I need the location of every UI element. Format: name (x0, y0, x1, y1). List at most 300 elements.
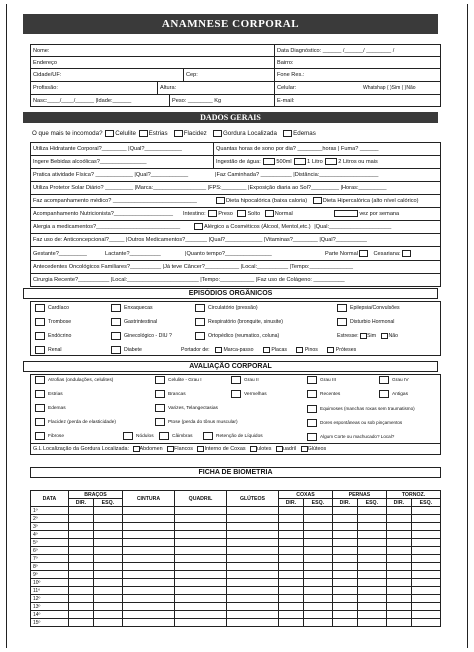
av-varizes[interactable]: Varizes, Telangectasias (155, 403, 218, 415)
measure-cell[interactable] (174, 563, 226, 571)
gordura-label: Gordura Localizada (222, 130, 277, 137)
parto-normal-checkbox[interactable] (359, 250, 368, 257)
identification-block (30, 44, 441, 107)
sub-dir: DIR. (332, 499, 357, 507)
ep-diabete[interactable]: Diabete (111, 344, 142, 356)
ep-ginecologico[interactable]: Ginecológico - DIU ? (111, 330, 172, 342)
vezes-label: vez por semana (359, 211, 400, 217)
dieta-hiper-label: Dieta Hipercalórica (alto nível calórico) (322, 198, 419, 204)
measure-cell[interactable] (122, 515, 174, 523)
measure-cell[interactable] (386, 595, 411, 603)
gl-gluteos-checkbox[interactable] (301, 446, 308, 452)
measure-cell[interactable] (357, 603, 386, 611)
row-label: 14º (31, 611, 69, 619)
sono-fuma-field[interactable]: Quantas horas de sono por dia? ________horas | Fuma? ______ (216, 146, 379, 152)
measure-cell[interactable] (122, 555, 174, 563)
portador-label: Portador de: (181, 347, 210, 353)
measure-cell[interactable] (303, 571, 332, 579)
measure-cell[interactable] (69, 531, 94, 539)
edemas-checkbox[interactable] (283, 130, 292, 137)
profession-field[interactable]: Profissão: (33, 85, 58, 91)
measure-cell[interactable] (332, 507, 357, 515)
measure-cell[interactable] (278, 539, 303, 547)
ep-respiratorio[interactable]: Respiratório (bronquite, sinusite) (195, 316, 283, 328)
agua-2l-checkbox[interactable] (325, 158, 337, 165)
col-quadril: QUADRIL (174, 491, 226, 507)
measure-cell[interactable] (278, 571, 303, 579)
measure-cell[interactable] (122, 587, 174, 595)
mobile-field[interactable]: Celular: (277, 85, 297, 91)
measure-cell[interactable] (226, 571, 278, 579)
measure-cell[interactable] (69, 619, 94, 627)
pinos-checkbox[interactable] (296, 347, 303, 353)
measure-cell[interactable] (93, 531, 122, 539)
measure-cell[interactable] (332, 579, 357, 587)
measure-cell[interactable] (174, 531, 226, 539)
dados-gerais-heading: DADOS GERAIS (23, 112, 438, 123)
bebidas-field[interactable]: Ingere Bebidas alcoólicas?_______________ (33, 159, 147, 165)
measure-cell[interactable] (122, 531, 174, 539)
measure-cell[interactable] (174, 507, 226, 515)
city-field[interactable]: Cidade/UF: (33, 72, 62, 78)
col-gluteos: GLÚTEOS (226, 491, 278, 507)
measure-cell[interactable] (226, 587, 278, 595)
dieta-hiper-checkbox[interactable] (313, 197, 322, 204)
measure-cell[interactable] (386, 515, 411, 523)
measure-cell[interactable] (278, 555, 303, 563)
measure-cell[interactable] (93, 507, 122, 515)
table-row (31, 507, 441, 515)
diagnosis-date-field[interactable]: Data Diagnóstico: ______ /______/ ________ / (277, 48, 395, 54)
table-row (31, 587, 441, 595)
table-row (31, 603, 441, 611)
measure-cell[interactable] (69, 611, 94, 619)
normal-checkbox[interactable] (265, 210, 274, 217)
measure-cell[interactable] (303, 619, 332, 627)
measure-cell[interactable] (226, 611, 278, 619)
measure-cell[interactable] (411, 587, 440, 595)
measure-cell[interactable] (303, 547, 332, 555)
gestante-field[interactable]: Gestante?_________ (33, 251, 87, 257)
table-row (31, 531, 441, 539)
measure-cell[interactable] (278, 595, 303, 603)
measure-cell[interactable] (278, 531, 303, 539)
measure-cell[interactable] (93, 547, 122, 555)
measure-cell[interactable] (174, 611, 226, 619)
av-caimbras[interactable]: Câimbras (159, 431, 193, 443)
estresse-label: Estresse: (337, 333, 359, 339)
measure-cell[interactable] (332, 619, 357, 627)
estresse-sim-label: Sim (367, 333, 377, 339)
measure-cell[interactable] (332, 555, 357, 563)
measure-cell[interactable] (93, 587, 122, 595)
name-field[interactable]: Nome: (33, 48, 50, 54)
measure-cell[interactable] (411, 547, 440, 555)
measure-cell[interactable] (357, 539, 386, 547)
dados-gerais-table (30, 142, 441, 287)
measure-cell[interactable] (332, 547, 357, 555)
address-field[interactable]: Endereço (33, 60, 57, 66)
av-celulite-grau1[interactable]: Celulite - Grau I (155, 375, 202, 387)
av-grau4[interactable]: Grau IV (379, 375, 409, 387)
measure-cell[interactable] (411, 515, 440, 523)
measure-cell[interactable] (93, 523, 122, 531)
av-corte[interactable]: Algum Corte ou machucado? Local? (307, 431, 394, 443)
measure-cell[interactable] (69, 587, 94, 595)
biometria-body (31, 507, 441, 627)
measure-cell[interactable] (332, 531, 357, 539)
measure-cell[interactable] (174, 515, 226, 523)
measure-cell[interactable] (69, 555, 94, 563)
measure-cell[interactable] (174, 619, 226, 627)
measure-cell[interactable] (93, 619, 122, 627)
av-brancas[interactable]: Brancas (155, 389, 186, 401)
measure-cell[interactable] (174, 603, 226, 611)
measure-cell[interactable] (303, 587, 332, 595)
measure-cell[interactable] (226, 579, 278, 587)
col-data: DATA (31, 491, 69, 507)
measure-cell[interactable] (278, 611, 303, 619)
measure-cell[interactable] (278, 563, 303, 571)
measure-cell[interactable] (93, 603, 122, 611)
measure-cell[interactable] (122, 523, 174, 531)
measure-cell[interactable] (122, 547, 174, 555)
measure-cell[interactable] (357, 547, 386, 555)
col-coxas: COXAS (278, 491, 332, 499)
marca-passo-checkbox[interactable] (215, 347, 222, 353)
gl-quadril-label: uadril (282, 446, 297, 452)
measure-cell[interactable] (69, 595, 94, 603)
measure-cell[interactable] (386, 571, 411, 579)
av-fibrose[interactable]: Fibrose (35, 431, 64, 443)
measure-cell[interactable] (357, 523, 386, 531)
av-edemas[interactable]: Edemas (35, 403, 66, 415)
gl-culotes-checkbox[interactable] (250, 446, 257, 452)
oncologicos-field[interactable]: Antecedentes Oncológicos Familiares?__________ |Já teve Câncer?___________ |Local:__________ |Tempo:______________ (33, 264, 354, 270)
measure-cell[interactable] (357, 563, 386, 571)
table-row (31, 595, 441, 603)
row-label: 2º (31, 515, 69, 523)
quanto-tempo-field[interactable]: |Quanto tempo?_______________ (185, 251, 272, 257)
measure-cell[interactable] (386, 611, 411, 619)
measure-cell[interactable] (411, 603, 440, 611)
measure-cell[interactable] (386, 603, 411, 611)
sub-esq: ESQ. (303, 499, 332, 507)
agua-500-checkbox[interactable] (263, 158, 275, 165)
measure-cell[interactable] (278, 547, 303, 555)
medico-field[interactable]: Faz acompanhamento médico? ___________________________ (33, 198, 197, 204)
measure-cell[interactable] (278, 587, 303, 595)
measure-cell[interactable] (332, 515, 357, 523)
row-label: 7º (31, 555, 69, 563)
av-estrias[interactable]: Estrias (35, 389, 63, 401)
measure-cell[interactable] (411, 595, 440, 603)
measure-cell[interactable] (357, 619, 386, 627)
alergia-med-field[interactable]: Alergia a medicamentos?___________________________ (33, 224, 181, 230)
ep-circulatorio[interactable]: Circulatório (pressão) (195, 302, 258, 314)
col-tornoz: TORNOZ. (386, 491, 440, 499)
measure-cell[interactable] (411, 539, 440, 547)
ep-endocrino[interactable]: Endócrino (35, 330, 71, 342)
vezes-box[interactable] (334, 210, 358, 217)
measure-cell[interactable] (411, 555, 440, 563)
ep-epilepsia[interactable]: Epilepsia/Convulsões (337, 302, 400, 314)
gordura-checkbox[interactable] (213, 130, 222, 137)
measure-cell[interactable] (226, 539, 278, 547)
measure-cell[interactable] (303, 579, 332, 587)
ep-ortopedico[interactable]: Ortopédico (reumatico, coluna) (195, 330, 279, 342)
measure-cell[interactable] (386, 555, 411, 563)
neighborhood-field[interactable]: Bairro: (277, 60, 294, 66)
measure-cell[interactable] (69, 547, 94, 555)
measure-cell[interactable] (332, 611, 357, 619)
measure-cell[interactable] (122, 611, 174, 619)
measure-cell[interactable] (386, 523, 411, 531)
home-phone-field[interactable]: Fone Res.: (277, 72, 305, 78)
measure-cell[interactable] (386, 539, 411, 547)
measure-cell[interactable] (93, 563, 122, 571)
ep-trombose[interactable]: Trombose (35, 316, 71, 328)
measure-cell[interactable] (303, 539, 332, 547)
ep-gastrintestinal[interactable]: Gastrintestinal (111, 316, 157, 328)
row-label: 11º (31, 587, 69, 595)
dieta-hipo-checkbox[interactable] (216, 197, 225, 204)
measure-cell[interactable] (174, 523, 226, 531)
measure-cell[interactable] (411, 611, 440, 619)
measure-cell[interactable] (174, 579, 226, 587)
hidratante-field[interactable]: Utiliza Hidratante Corporal?________ |Qual?____________ (33, 146, 182, 152)
measure-cell[interactable] (332, 539, 357, 547)
measure-cell[interactable] (411, 531, 440, 539)
measure-cell[interactable] (69, 507, 94, 515)
measure-cell[interactable] (174, 539, 226, 547)
measure-cell[interactable] (226, 603, 278, 611)
av-grau3[interactable]: Grau III (307, 375, 336, 387)
estrias-checkbox[interactable] (139, 130, 148, 137)
measure-cell[interactable] (278, 579, 303, 587)
gl-quadril-checkbox[interactable] (276, 446, 283, 452)
measure-cell[interactable] (122, 603, 174, 611)
measure-cell[interactable] (303, 603, 332, 611)
solto-label: Solto (247, 211, 261, 217)
table-row (31, 611, 441, 619)
measure-cell[interactable] (357, 611, 386, 619)
preso-checkbox[interactable] (208, 210, 217, 217)
height-field[interactable]: Altura: (160, 85, 177, 91)
agua-1l-label: 1 Litro (307, 159, 323, 165)
measure-cell[interactable] (357, 555, 386, 563)
measure-cell[interactable] (303, 595, 332, 603)
measure-cell[interactable] (93, 555, 122, 563)
table-row (31, 555, 441, 563)
measure-cell[interactable] (93, 539, 122, 547)
protetor-field[interactable]: Utiliza Protetor Solar Diário? _________ |Marca:_________________ |FPS:________ |Exposição diaria ao Sol?_________ |Horas:_________ (33, 185, 387, 191)
measure-cell[interactable] (93, 579, 122, 587)
measure-cell[interactable] (357, 579, 386, 587)
measure-cell[interactable] (357, 531, 386, 539)
measure-cell[interactable] (226, 547, 278, 555)
measure-cell[interactable] (226, 515, 278, 523)
ficha-heading: FICHA DE BIOMETRIA (30, 467, 441, 478)
cesariana-checkbox[interactable] (402, 250, 411, 257)
incomoda-row (32, 128, 316, 140)
email-field[interactable]: E-mail: (277, 98, 295, 104)
measure-cell[interactable] (226, 555, 278, 563)
measure-cell[interactable] (386, 587, 411, 595)
atividade-field[interactable]: Pratica atividade Física? ____________ |Qual?____________ (33, 172, 189, 178)
pinos-label: Pinos (304, 347, 318, 353)
measure-cell[interactable] (174, 571, 226, 579)
measure-cell[interactable] (226, 619, 278, 627)
medicamentos-field[interactable]: Faz uso de: Anticoncepcional?_____ |Outros Medicamentos?_______ |Qual?____________ |Vitaminas?________ |Qual?__________ (33, 237, 367, 243)
measure-cell[interactable] (122, 539, 174, 547)
gl-abdomen-label: Abdomen (139, 446, 163, 452)
biometria-table (30, 490, 441, 627)
measure-cell[interactable] (357, 595, 386, 603)
measure-cell[interactable] (93, 571, 122, 579)
agua-1l-checkbox[interactable] (294, 158, 306, 165)
row-label: 12º (31, 595, 69, 603)
measure-cell[interactable] (278, 523, 303, 531)
zip-field[interactable]: Cep: (186, 72, 198, 78)
whatsapp-field[interactable]: Whatshap ( )Sim ( )Não (363, 85, 416, 91)
gl-flancos-label: Flancos (174, 446, 193, 452)
weight-field[interactable]: Peso: ________ Kg (172, 98, 222, 104)
measure-cell[interactable] (93, 611, 122, 619)
measure-cell[interactable] (332, 603, 357, 611)
placas-checkbox[interactable] (263, 347, 270, 353)
flacidez-label: Flacidez (183, 130, 207, 137)
measure-cell[interactable] (93, 515, 122, 523)
caminhada-field[interactable]: |Faz Caminhada? __________ |Distância:___________________ (215, 172, 379, 178)
alergia-cosm-row (191, 221, 440, 234)
measure-cell[interactable] (332, 563, 357, 571)
measure-cell[interactable] (278, 507, 303, 515)
celulite-checkbox[interactable] (105, 130, 114, 137)
av-nodulos[interactable]: Nódulos (123, 431, 154, 443)
measure-cell[interactable] (411, 523, 440, 531)
av-dores[interactable]: Dores espontâneas ou sob pinçamentos (307, 417, 402, 429)
estrias-label: Estrias (148, 130, 168, 137)
measure-cell[interactable] (69, 563, 94, 571)
measure-cell[interactable] (226, 507, 278, 515)
measure-cell[interactable] (357, 507, 386, 515)
measure-cell[interactable] (278, 603, 303, 611)
measure-cell[interactable] (303, 611, 332, 619)
measure-cell[interactable] (174, 595, 226, 603)
alergia-qual-field[interactable]: |Qual:____________________ (314, 224, 392, 230)
measure-cell[interactable] (386, 547, 411, 555)
measure-cell[interactable] (226, 595, 278, 603)
measure-cell[interactable] (386, 579, 411, 587)
measure-cell[interactable] (303, 507, 332, 515)
measure-cell[interactable] (303, 531, 332, 539)
measure-cell[interactable] (122, 571, 174, 579)
measure-cell[interactable] (69, 515, 94, 523)
av-vermelhas[interactable]: Vermelhas (231, 389, 267, 401)
measure-cell[interactable] (386, 563, 411, 571)
measure-cell[interactable] (122, 563, 174, 571)
measure-cell[interactable] (226, 523, 278, 531)
measure-cell[interactable] (122, 595, 174, 603)
alergia-cosm-checkbox[interactable] (194, 223, 203, 230)
measure-cell[interactable] (69, 523, 94, 531)
measure-cell[interactable] (226, 563, 278, 571)
av-ptose[interactable]: Ptose (perda do tônus muscular) (155, 417, 238, 429)
av-atrofias[interactable]: Atrofias (ondulações, celulites) (35, 375, 113, 387)
measure-cell[interactable] (226, 531, 278, 539)
row-label: 9º (31, 571, 69, 579)
measure-cell[interactable] (303, 515, 332, 523)
measure-cell[interactable] (174, 547, 226, 555)
av-antigas[interactable]: Antigas (379, 389, 408, 401)
measure-cell[interactable] (386, 619, 411, 627)
measure-cell[interactable] (303, 563, 332, 571)
proteses-checkbox[interactable] (327, 347, 334, 353)
flacidez-checkbox[interactable] (174, 130, 183, 137)
form-title: ANAMNESE CORPORAL (23, 14, 438, 34)
lactante-field[interactable]: Lactante?__________ (105, 251, 161, 257)
measure-cell[interactable] (122, 619, 174, 627)
gl-abdomen-checkbox[interactable] (133, 446, 140, 452)
ep-cardiaco[interactable]: Cardíaco (35, 302, 69, 314)
measure-cell[interactable] (411, 619, 440, 627)
measure-cell[interactable] (411, 563, 440, 571)
ep-hormonal[interactable]: Disturbio Hormonal (337, 316, 394, 328)
measure-cell[interactable] (278, 515, 303, 523)
gl-label: G.L Localização da Gordura Localizada: (33, 446, 129, 452)
measure-cell[interactable] (386, 531, 411, 539)
ep-enxaquecas[interactable]: Enxaquecas (111, 302, 153, 314)
measure-cell[interactable] (278, 619, 303, 627)
measure-cell[interactable] (411, 579, 440, 587)
measure-cell[interactable] (357, 587, 386, 595)
av-grau2[interactable]: Grau II (231, 375, 259, 387)
measure-cell[interactable] (386, 507, 411, 515)
measure-cell[interactable] (69, 571, 94, 579)
av-recentes[interactable]: Recentes (307, 389, 340, 401)
nutricionista-field[interactable]: Acompanhamento Nutricionista?___________________ (33, 211, 173, 217)
measure-cell[interactable] (174, 587, 226, 595)
measure-cell[interactable] (69, 579, 94, 587)
measure-cell[interactable] (332, 571, 357, 579)
measure-cell[interactable] (69, 603, 94, 611)
measure-cell[interactable] (174, 555, 226, 563)
birth-age-field[interactable]: Nasc:____/____/______ |Idade:______ (33, 98, 132, 104)
measure-cell[interactable] (69, 539, 94, 547)
measure-cell[interactable] (122, 507, 174, 515)
cirurgia-field[interactable]: Cirurgia Recente?__________ |Local:_______________________ |Tempo:___________ |Faz uso de Colágeno: __________ (33, 277, 345, 283)
solto-checkbox[interactable] (237, 210, 246, 217)
ep-renal[interactable]: Renal (35, 344, 62, 356)
measure-cell[interactable] (93, 595, 122, 603)
ep-estresse-row (337, 330, 398, 342)
av-retencao[interactable]: Retenção de Líquidos (203, 431, 263, 443)
proteses-label: Próteses (335, 347, 357, 353)
av-flacidez[interactable]: Flacidez (perda de elasticidade) (35, 417, 116, 429)
measure-cell[interactable] (303, 523, 332, 531)
measure-cell[interactable] (303, 555, 332, 563)
measure-cell[interactable] (411, 571, 440, 579)
measure-cell[interactable] (357, 571, 386, 579)
measure-cell[interactable] (122, 579, 174, 587)
measure-cell[interactable] (332, 523, 357, 531)
measure-cell[interactable] (411, 507, 440, 515)
measure-cell[interactable] (357, 515, 386, 523)
av-equimoses[interactable]: Equimoses (manchas roxas sem traumatismo) (307, 403, 415, 415)
measure-cell[interactable] (332, 595, 357, 603)
measure-cell[interactable] (332, 587, 357, 595)
